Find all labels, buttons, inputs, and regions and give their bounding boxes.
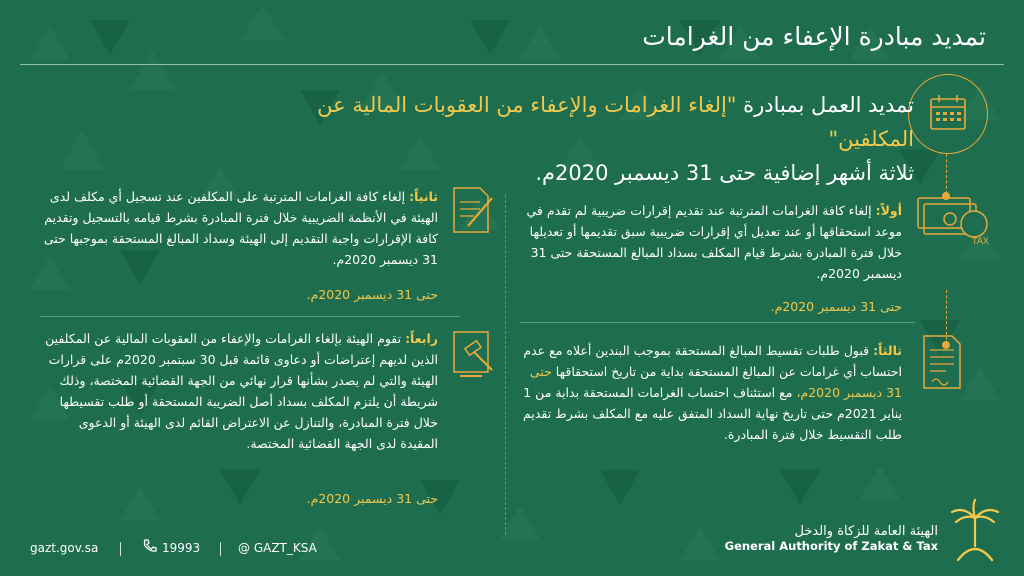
- item-divider: [40, 316, 460, 317]
- item-third-text-before: قبول طلبات تقسيط المبالغ المستحقة بموجب البندين أعلاه مع عدم احتساب أي غرامات عن المبالغ المستحقة بداية من تاريخ استحقاقها: [523, 343, 902, 379]
- headline-line-1: [274, 88, 914, 156]
- calendar-icon: [909, 75, 987, 153]
- title-divider: [20, 64, 1004, 65]
- item-fourth-label: رابعاً:: [405, 331, 438, 346]
- footer-twitter[interactable]: @ GAZT_KSA: [238, 541, 317, 555]
- item-first-date: حتى 31 ديسمبر 2020م.: [770, 299, 902, 314]
- item-second-date: حتى 31 ديسمبر 2020م.: [306, 287, 438, 302]
- footer-website[interactable]: gazt.gov.sa: [30, 541, 99, 555]
- page-title: تمديد مبادرة الإعفاء من الغرامات: [642, 22, 986, 51]
- connector-line: [946, 154, 947, 194]
- calendar-icon-circle: [908, 74, 988, 154]
- item-fourth: [40, 328, 438, 454]
- item-second: [40, 186, 438, 270]
- item-third: [522, 340, 902, 445]
- item-first: [522, 200, 902, 284]
- document-pen-icon: [446, 182, 498, 238]
- org-logo-text: [678, 524, 938, 553]
- org-name-en: General Authority of Zakat & Tax: [724, 539, 938, 553]
- item-divider: [520, 322, 915, 323]
- headline-prefix: تمديد العمل بمبادرة: [736, 93, 914, 117]
- item-fourth-date: حتى 31 ديسمبر 2020م.: [306, 491, 438, 506]
- footer-separator: [220, 542, 221, 556]
- palm-logo-icon: [946, 498, 1004, 566]
- document-signature-icon: [914, 330, 970, 394]
- item-second-text: إلغاء كافة الغرامات المترتبة على المكلفين عند تسجيل أي مكلف لدى الهيئة في الأنظمة الضريبية خلال فترة المبادرة بشرط قيامه بالتسجيل وتقديم كافة الإقرارات واجبة التقديم إلى الهيئة وسداد المبالغ المستحقة بموجبها حتى 31 ديسمبر 2020م.: [43, 189, 438, 267]
- center-divider: [505, 195, 506, 535]
- item-fourth-text: تقوم الهيئة بإلغاء الغرامات والإعفاء من العقوبات المالية عن المكلفين الذين لديهم إعتراضات أو دعاوى قائمة قبل 30 سبتمبر 2020م على قرارات الهيئة والتي لم يصدر بشأنها قرار نهائي من الجهة القضائية المختصة، وذلك شريطة أن يلتزم المكلف بسداد أصل الضريبة المستحقة أو طلب تقسيطها خلال فترة المبادرة، والتنازل عن الاعتراض القائم لدى الهيئة أو الدعوى المقيدة لدى الجهة القضائية المختصة.: [45, 331, 438, 451]
- item-second-label: ثانياً:: [409, 189, 438, 204]
- headline-highlight: "إلغاء الغرامات والإعفاء من العقوبات المالية عن المكلفين": [317, 93, 914, 151]
- tax-label: TAX: [972, 236, 989, 246]
- footer-phone[interactable]: 19993: [162, 541, 201, 555]
- item-third-highlight: حتى 31 ديسمبر 2020م،: [529, 364, 902, 400]
- footer-separator: [120, 542, 121, 556]
- item-first-text: إلغاء كافة الغرامات المترتبة عند تقديم إقرارات ضريبية لم تقدم في موعد استحقاقها أو عند تعديل أي إقرارات ضريبية سبق تقديمها أو تعديلها خلال فترة المبادرة بشرط قيام المكلف بسداد المبالغ المستحقة حتى 31 ديسمبر 2020م.: [526, 203, 902, 281]
- phone-icon: [142, 538, 158, 554]
- item-third-text-after: مع استئناف احتساب الغرامات المستحقة بداية من 1 يناير 2021م حتى تاريخ نهاية السداد المتفق عليه مع المكلف بشرط تقديم طلب التقسيط خلال فترة المبادرة.: [523, 385, 902, 442]
- gavel-icon: [448, 326, 504, 384]
- tax-money-icon: [912, 192, 1002, 252]
- org-name-ar: الهيئة العامة للزكاة والدخل: [794, 524, 938, 539]
- item-third-label: ثالثاً:: [873, 343, 902, 358]
- item-first-label: أولاً:: [875, 203, 902, 218]
- headline: [274, 88, 914, 190]
- headline-line-2: ثلاثة أشهر إضافية حتى 31 ديسمبر 2020م.: [535, 161, 914, 185]
